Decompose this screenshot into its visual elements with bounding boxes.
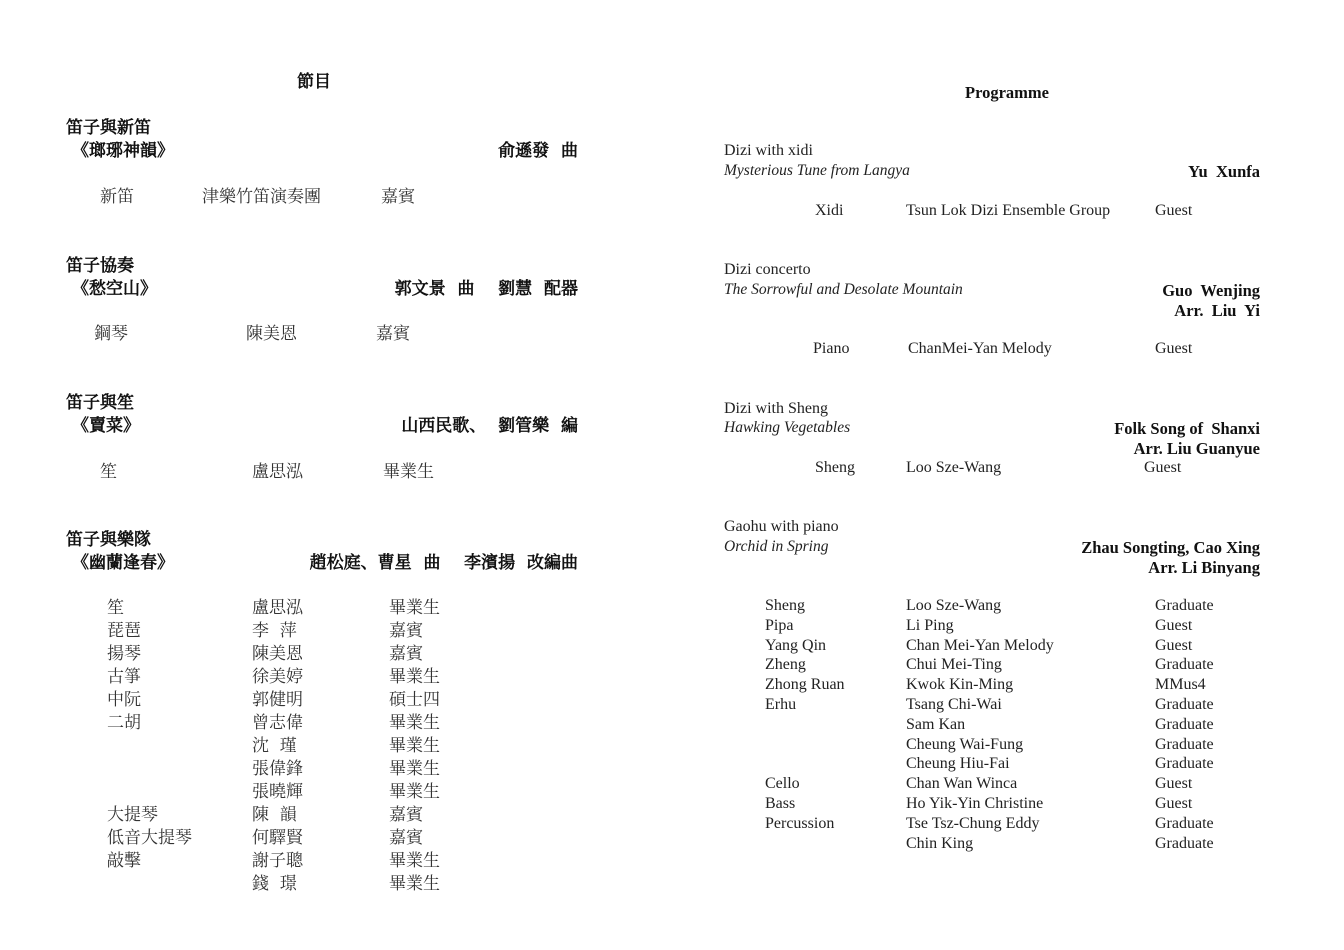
piece-composer: 山西民歌、 劉管樂 編 <box>401 416 578 436</box>
roster-name: Chan Wan Winca <box>906 775 1018 793</box>
piece-arranger: Arr. Liu Guanyue <box>1133 439 1260 458</box>
roster-name: 徐美婷 <box>252 667 303 687</box>
piece-title: 《瑯琊神韻》 <box>72 141 174 161</box>
performer-status: Guest <box>1144 459 1182 476</box>
roster-instrument: 笙 <box>107 598 124 618</box>
roster-name: 謝子聰 <box>252 851 303 871</box>
roster-name: Cheung Wai-Fung <box>906 735 1024 753</box>
roster-status: 畢業生 <box>389 874 440 894</box>
piece-composer: 俞遜發 曲 <box>498 141 578 161</box>
roster-name: Li Ping <box>906 616 954 634</box>
roster-instrument: Pipa <box>765 616 794 634</box>
piece-composer: 郭文景 曲 劉慧 配器 <box>394 279 578 299</box>
chinese-page-title: 節目 <box>297 72 331 92</box>
piece-category: 笛子與新笛 <box>66 118 151 138</box>
roster-status: 嘉賓 <box>389 621 423 641</box>
piece-title: Mysterious Tune from Langya <box>724 162 910 179</box>
performer-name: Tsun Lok Dizi Ensemble Group <box>906 202 1111 219</box>
roster-status: 畢業生 <box>389 782 440 802</box>
performer-status: 嘉賓 <box>381 187 415 207</box>
roster-name: Tse Tsz-Chung Eddy <box>906 814 1040 832</box>
piece-composer: 趙松庭、曹星 曲 李濱揚 改編曲 <box>309 553 578 573</box>
roster-status: 嘉賓 <box>389 805 423 825</box>
performer-instrument: Sheng <box>815 459 855 476</box>
roster-name: 李 萍 <box>252 621 297 641</box>
performer-instrument: 笙 <box>100 462 117 482</box>
piece-composer: Yu Xunfa <box>1188 162 1260 181</box>
piece-title: 《愁空山》 <box>72 279 157 299</box>
roster-name: Chan Mei-Yan Melody <box>906 636 1054 654</box>
roster-instrument: Cello <box>765 775 800 793</box>
roster-name: 盧思泓 <box>252 598 303 618</box>
roster-status: MMus4 <box>1155 676 1206 694</box>
performer-name: 盧思泓 <box>252 462 303 482</box>
roster-instrument: Bass <box>765 795 796 812</box>
piece-category: Dizi with Sheng <box>724 400 828 417</box>
roster-name: Chin King <box>906 834 974 852</box>
roster-instrument: Percussion <box>765 814 835 832</box>
roster-name: 陳美恩 <box>252 644 303 664</box>
piece-title: Orchid in Spring <box>724 538 829 555</box>
roster-status: 畢業生 <box>389 736 440 756</box>
roster-status: 畢業生 <box>389 851 440 871</box>
roster-name: 張偉鋒 <box>252 759 303 779</box>
roster-status: 畢業生 <box>389 713 440 733</box>
performer-name: 津樂竹笛演奏團 <box>202 187 321 207</box>
performer-name: Loo Sze-Wang <box>906 459 1002 476</box>
roster-instrument: 敲擊 <box>107 851 141 871</box>
roster-name: 曾志偉 <box>252 713 303 733</box>
roster-status: Graduate <box>1155 696 1214 713</box>
english-page-title: Programme <box>965 83 1049 102</box>
roster-name: 沈 瑾 <box>252 736 297 756</box>
roster-instrument: 古箏 <box>107 667 141 687</box>
roster-name: 張曉輝 <box>252 782 303 802</box>
roster-name: Ho Yik-Yin Christine <box>906 795 1044 812</box>
roster-status: Graduate <box>1155 656 1214 674</box>
roster-status: Graduate <box>1155 735 1214 753</box>
piece-category: Gaohu with piano <box>724 518 839 535</box>
roster-status: 畢業生 <box>389 667 440 687</box>
performer-status: Guest <box>1155 202 1193 219</box>
piece-title: The Sorrowful and Desolate Mountain <box>724 281 963 298</box>
piece-category: Dizi with xidi <box>724 142 813 159</box>
roster-instrument: 大提琴 <box>107 805 158 825</box>
roster-status: Graduate <box>1155 834 1214 852</box>
piece-composer: Zhau Songting, Cao Xing <box>1081 538 1260 557</box>
roster-status: Guest <box>1155 636 1193 654</box>
roster-name: Cheung Hiu-Fai <box>906 755 1010 773</box>
performer-instrument: 鋼琴 <box>94 324 128 344</box>
piece-title: 《幽蘭逢春》 <box>72 553 174 573</box>
roster-instrument: Yang Qin <box>765 636 827 654</box>
roster-instrument: Sheng <box>765 597 805 614</box>
piece-category: 笛子協奏 <box>66 256 134 276</box>
roster-status: Guest <box>1155 616 1193 634</box>
roster-instrument: 中阮 <box>107 690 141 710</box>
piece-arranger: Arr. Li Binyang <box>1148 558 1260 577</box>
piece-category: Dizi concerto <box>724 261 811 278</box>
roster-status: Graduate <box>1155 597 1214 614</box>
roster-status: Graduate <box>1155 814 1214 832</box>
roster-name: 陳 韻 <box>252 805 297 825</box>
roster-instrument: 低音大提琴 <box>107 828 192 848</box>
roster-name: 錢 璟 <box>252 874 297 894</box>
roster-status: 嘉賓 <box>389 644 423 664</box>
roster-name: 何驛賢 <box>252 828 303 848</box>
roster-name: Sam Kan <box>906 715 966 733</box>
piece-composer: Folk Song of Shanxi <box>1114 419 1260 438</box>
performer-instrument: Xidi <box>815 202 844 219</box>
piece-composer: Guo Wenjing <box>1162 281 1260 300</box>
roster-status: Guest <box>1155 795 1193 812</box>
roster-instrument: Zhong Ruan <box>765 676 845 694</box>
piece-category: 笛子與笙 <box>66 393 134 413</box>
roster-status: 嘉賓 <box>389 828 423 848</box>
performer-instrument: 新笛 <box>100 187 134 207</box>
performer-status: Guest <box>1155 340 1193 357</box>
roster-instrument: Erhu <box>765 696 797 713</box>
roster-status: Graduate <box>1155 755 1214 773</box>
roster-status: 畢業生 <box>389 759 440 779</box>
roster-status: Graduate <box>1155 715 1214 733</box>
roster-name: Chui Mei-Ting <box>906 656 1002 674</box>
roster-name: Kwok Kin-Ming <box>906 676 1014 694</box>
roster-status: Guest <box>1155 775 1193 793</box>
performer-name: ChanMei-Yan Melody <box>908 340 1052 357</box>
piece-title: 《賣菜》 <box>72 416 140 436</box>
roster-status: 畢業生 <box>389 598 440 618</box>
performer-name: 陳美恩 <box>246 324 297 344</box>
performer-status: 畢業生 <box>383 462 434 482</box>
roster-name: 郭健明 <box>252 690 303 710</box>
piece-category: 笛子與樂隊 <box>66 530 151 550</box>
roster-name: Loo Sze-Wang <box>906 597 1002 614</box>
piece-title: Hawking Vegetables <box>724 419 851 436</box>
performer-instrument: Piano <box>813 340 850 357</box>
roster-instrument: 揚琴 <box>107 644 141 664</box>
roster-instrument: 琵琶 <box>107 621 141 641</box>
performer-status: 嘉賓 <box>376 324 410 344</box>
roster-instrument: Zheng <box>765 656 806 674</box>
roster-instrument: 二胡 <box>107 713 141 733</box>
roster-status: 碩士四 <box>389 690 440 710</box>
roster-name: Tsang Chi-Wai <box>906 696 1002 713</box>
piece-arranger: Arr. Liu Yi <box>1174 301 1260 320</box>
